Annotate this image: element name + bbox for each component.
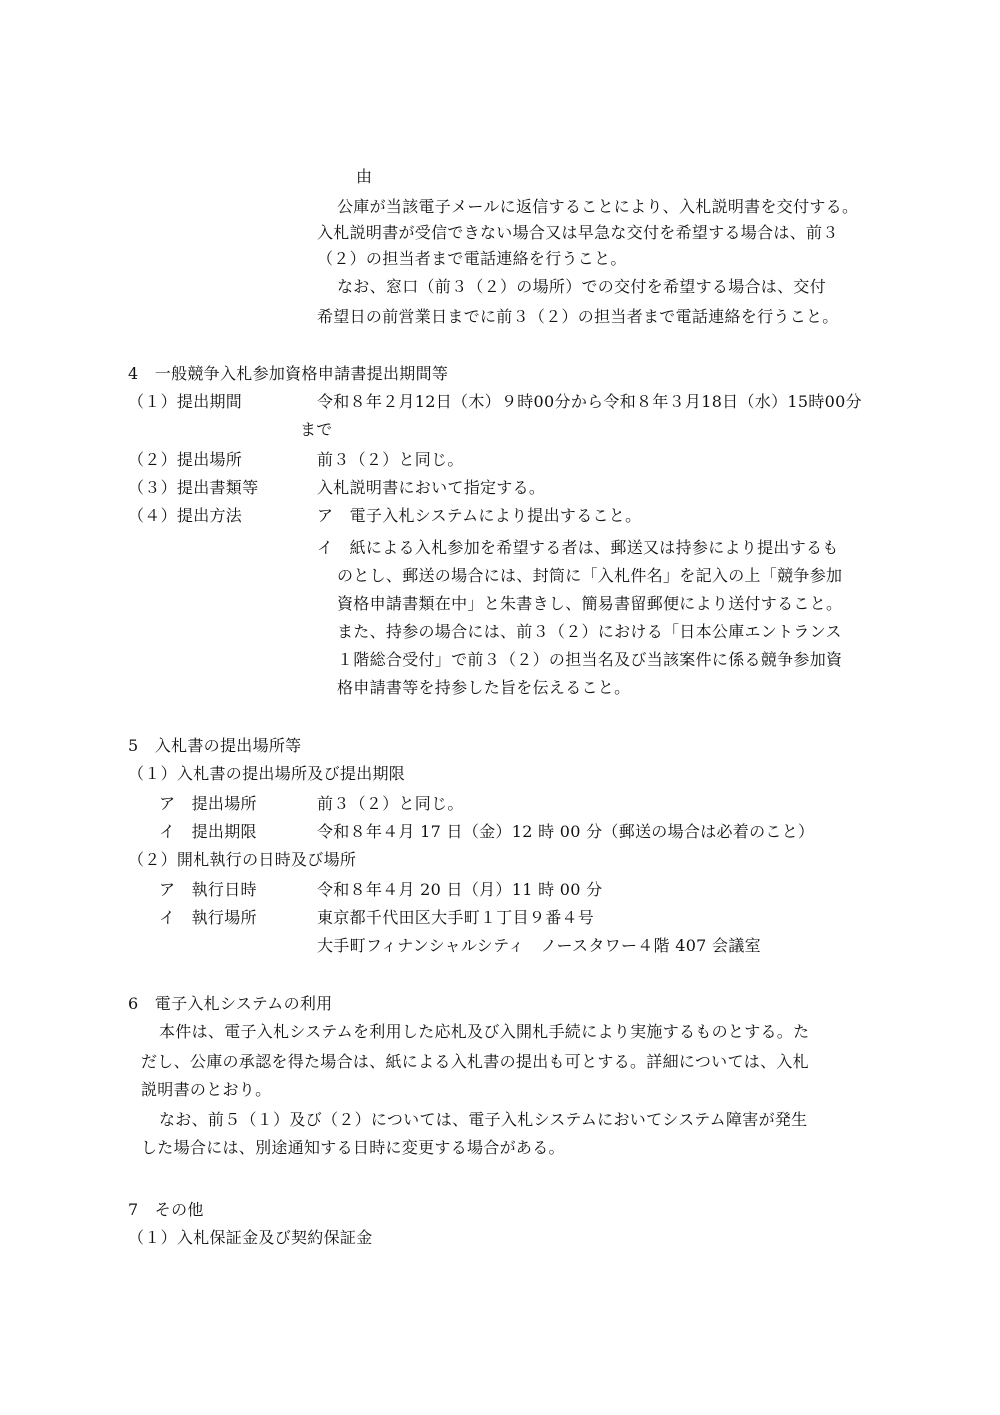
item-value: イ 紙による入札参加を希望する者は、郵送又は持参により提出するも: [317, 538, 839, 557]
section-5-heading: 5 入札書の提出場所等: [128, 736, 302, 755]
section-6-heading: 6 電子入札システムの利用: [128, 994, 333, 1013]
continued-text-line: 由: [356, 167, 373, 186]
item-value: 格申請書等を持参した旨を伝えること。: [337, 678, 631, 697]
section-7-heading: 7 その他: [128, 1200, 204, 1219]
subitem-label: ア 執行日時: [159, 880, 257, 899]
subitem-value: 東京都千代田区大手町１丁目９番４号: [317, 908, 595, 927]
item-value: 入札説明書において指定する。: [317, 478, 546, 497]
paragraph-line: 説明書のとおり。: [141, 1080, 272, 1099]
item-value: 令和８年２月12日（木）９時00分から令和８年３月18日（水）15時00分: [317, 392, 862, 411]
item-label: （３）提出書類等: [128, 478, 259, 497]
item-value: 前３（２）と同じ。: [317, 450, 464, 469]
subitem-label: イ 提出期限: [159, 822, 257, 841]
item-value: １階総合受付」で前３（２）の担当名及び当該案件に係る競争参加資: [337, 650, 843, 669]
paragraph-line: だし、公庫の承認を得た場合は、紙による入札書の提出も可とする。詳細については、入札: [141, 1052, 809, 1071]
item-label: （２）開札執行の日時及び場所: [128, 850, 357, 869]
paragraph-line: した場合には、別途通知する日時に変更する場合がある。: [141, 1138, 565, 1157]
paragraph-line: 本件は、電子入札システムを利用した応札及び入開札手続により実施するものとする。た: [159, 1022, 810, 1041]
item-value: ア 電子入札システムにより提出すること。: [317, 506, 642, 525]
item-value: また、持参の場合には、前３（２）における「日本公庫エントランス: [337, 622, 842, 641]
continued-text-line: なお、窓口（前３（２）の場所）での交付を希望する場合は、交付: [337, 277, 827, 296]
subitem-value: 大手町フィナンシャルシティ ノースタワー４階 407 会議室: [317, 936, 761, 955]
item-value: まで: [300, 420, 333, 439]
item-label: （４）提出方法: [128, 506, 243, 525]
continued-text-line: （２）の担当者まで電話連絡を行うこと。: [317, 249, 627, 268]
continued-text-line: 希望日の前営業日までに前３（２）の担当者まで電話連絡を行うこと。: [317, 307, 839, 326]
subitem-value: 令和８年４月 17 日（金）12 時 00 分（郵送の場合は必着のこと）: [317, 822, 815, 841]
section-4-heading: 4 一般競争入札参加資格申請書提出期間等: [128, 364, 449, 383]
item-label: （１）提出期間: [128, 392, 243, 411]
item-label: （２）提出場所: [128, 450, 243, 469]
item-value: のとし、郵送の場合には、封筒に「入札件名」を記入の上「競争参加: [337, 566, 843, 585]
item-label: （１）入札保証金及び契約保証金: [128, 1228, 373, 1247]
subitem-value: 前３（２）と同じ。: [317, 794, 464, 813]
subitem-label: イ 執行場所: [159, 908, 257, 927]
paragraph-line: なお、前５（１）及び（２）については、電子入札システムにおいてシステム障害が発生: [159, 1110, 808, 1129]
item-label: （１）入札書の提出場所及び提出期限: [128, 764, 406, 783]
continued-text-line: 公庫が当該電子メールに返信することにより、入札説明書を交付する。: [337, 197, 859, 216]
subitem-value: 令和８年４月 20 日（月）11 時 00 分: [317, 880, 603, 899]
subitem-label: ア 提出場所: [159, 794, 257, 813]
continued-text-line: 入札説明書が受信できない場合又は早急な交付を希望する場合は、前３: [317, 223, 839, 242]
item-value: 資格申請書類在中」と朱書きし、簡易書留郵便により送付すること。: [337, 594, 843, 613]
